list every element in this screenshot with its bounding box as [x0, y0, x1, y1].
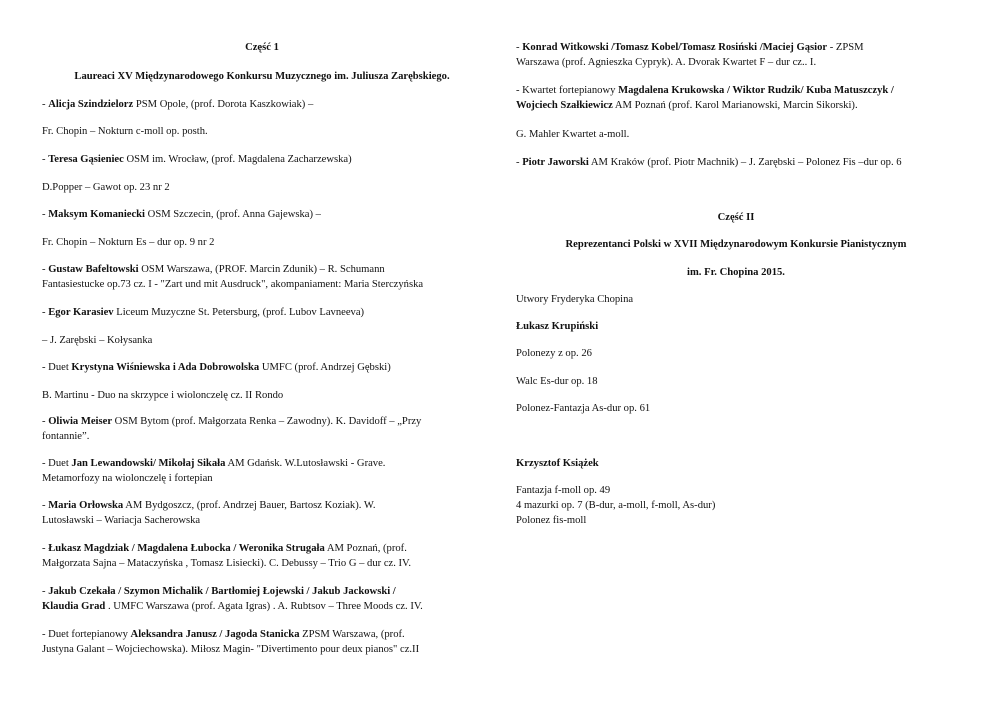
performer-name: Magdalena Krukowska / Wiktor Rudzik/ Kuba Matuszczyk / — [618, 85, 894, 96]
performer-name: Krystyna Wiśniewska i Ada Dobrowolska — [71, 362, 260, 373]
entry-7: - Oliwia Meiser OSM Bytom (prof. Małgorzata Renka – Zawodny). K. Davidoff – „Przy fontannie”. — [42, 416, 422, 442]
entry-3-piece: Fr. Chopin – Nokturn Es – dur op. 9 nr 2 — [42, 237, 215, 248]
performer-name: Teresa Gąsieniec — [48, 154, 124, 165]
part-2-subtitle: Reprezentanci Polski w XVII Międzynarodowym Konkursie Pianistycznym — [565, 239, 907, 250]
entry-3: - Maksym Komaniecki OSM Szczecin, (prof. Anna Gajewska) – — [42, 209, 321, 220]
entry-8: - Duet Jan Lewandowski/ Mikołaj Sikała AM Gdańsk. W.Lutosławski - Grave. Metamorfozy na wiolonczelę i fortepian — [42, 458, 386, 484]
entry-9: - Maria Orłowska AM Bydgoszcz, (prof. Andrzej Bauer, Bartosz Koziak). W. Lutosławski – Wariacja Sacherowska — [42, 500, 376, 526]
pianist-1-work-2: Walc Es-dur op. 18 — [516, 376, 598, 387]
pianist-1-work-1: Polonezy z op. 26 — [516, 348, 592, 359]
part-1-title: Część 1 — [245, 42, 279, 53]
pianist-1-name: Łukasz Krupiński — [516, 321, 599, 332]
performer-name: Jakub Czekała / Szymon Michalik / Bartłomiej Łojewski / Jakub Jackowski / — [48, 586, 396, 597]
performer-name: Maria Orłowska — [48, 500, 124, 511]
performer-name: Wojciech Szałkiewicz — [516, 100, 613, 111]
entry-4: - Gustaw Bafeltowski OSM Warszawa, (PROF. Marcin Zdunik) – R. Schumann Fantasiestucke op.73 cz. I - "Zart und mit Ausdruck", akompaniament: Maria Sterczyńska — [42, 264, 424, 290]
entry-6-piece: B. Martinu - Duo na skrzypce i wiolonczelę cz. II Rondo — [42, 390, 284, 401]
works-label: Utwory Fryderyka Chopina — [516, 294, 634, 305]
pianist-2-work-3: Polonez fis-moll — [516, 515, 587, 526]
performer-name: Klaudia Grad — [42, 601, 106, 612]
performer-name: Jan Lewandowski/ Mikołaj Sikała — [71, 458, 226, 469]
entry-2-piece: D.Popper – Gawot op. 23 nr 2 — [42, 182, 170, 193]
pianist-2-work-1: Fantazja f-moll op. 49 — [516, 485, 611, 496]
entry-1-piece: Fr. Chopin – Nokturn c-moll op. posth. — [42, 126, 208, 137]
part-2-subtitle-line2: im. Fr. Chopina 2015. — [687, 267, 785, 278]
entry-r2: - Kwartet fortepianowy Magdalena Krukowska / Wiktor Rudzik/ Kuba Matuszczyk / Wojciech Szałkiewicz AM Poznań (prof. Karol Marianowski, Marcin Sikorski). — [516, 85, 894, 111]
entry-5-piece: – J. Zarębski – Kołysanka — [42, 335, 153, 346]
pianist-2-work-2: 4 mazurki op. 7 (B-dur, a-moll, f-moll, As-dur) — [516, 500, 716, 511]
performer-name: Alicja Szindzielorz — [48, 99, 134, 110]
performer-name: Piotr Jaworski — [522, 157, 589, 168]
performer-name: Oliwia Meiser — [48, 416, 113, 427]
entry-r1: - Konrad Witkowski /Tomasz Kobel/Tomasz Rosiński /Maciej Gąsior - ZPSM Warszawa (prof. Agnieszka Cypryk). A. Dvorak Kwartet F – dur cz.. I. — [516, 42, 864, 68]
entry-11: - Jakub Czekała / Szymon Michalik / Bartłomiej Łojewski / Jakub Jackowski / Klaudia Grad . UMFC Warszawa (prof. Agata Igras) . A. Rubtsov – Three Moods cz. IV. — [42, 586, 423, 612]
entry-1: - Alicja Szindzielorz PSM Opole, (prof. Dorota Kaszkowiak) – — [42, 99, 314, 110]
entry-5: - Egor Karasiev Liceum Muzyczne St. Petersburg, (prof. Lubov Lavneeva) — [42, 307, 365, 318]
performer-name: Konrad Witkowski /Tomasz Kobel/Tomasz Rosiński /Maciej Gąsior — [522, 42, 828, 53]
pianist-1-work-3: Polonez-Fantazja As-dur op. 61 — [516, 403, 651, 414]
entry-r2-piece: G. Mahler Kwartet a-moll. — [516, 129, 630, 140]
entry-2: - Teresa Gąsieniec OSM im. Wrocław, (prof. Magdalena Zacharzewska) — [42, 154, 352, 165]
entry-10: - Łukasz Magdziak / Magdalena Łubocka / Weronika Strugała AM Poznań, (prof. Małgorzata Sajna – Mataczyńska , Tomasz Lisiecki). C. Debussy – Trio G – dur cz. IV. — [42, 543, 411, 569]
part-2-title: Część II — [717, 212, 755, 223]
entry-12: - Duet fortepianowy Aleksandra Janusz / Jagoda Stanicka ZPSM Warszawa, (prof. Justyna Galant – Wojciechowska). Miłosz Magin- "Divertimento pour deux pianos" cz.II — [42, 629, 420, 655]
pianist-2-name: Krzysztof Książek — [516, 458, 599, 469]
performer-name: Łukasz Magdziak / Magdalena Łubocka / Weronika Strugała — [48, 543, 325, 554]
performer-name: Maksym Komaniecki — [48, 209, 146, 220]
performer-name: Aleksandra Janusz / Jagoda Stanicka — [130, 629, 300, 640]
entry-r3: - Piotr Jaworski AM Kraków (prof. Piotr Machnik) – J. Zarębski – Polonez Fis –dur op. 6 — [516, 157, 902, 168]
performer-name: Gustaw Bafeltowski — [48, 264, 139, 275]
entry-6: - Duet Krystyna Wiśniewska i Ada Dobrowolska UMFC (prof. Andrzej Gębski) — [42, 362, 391, 373]
part-1-subtitle: Laureaci XV Międzynarodowego Konkursu Muzycznego im. Juliusza Zarębskiego. — [74, 71, 450, 82]
performer-name: Egor Karasiev — [48, 307, 114, 318]
